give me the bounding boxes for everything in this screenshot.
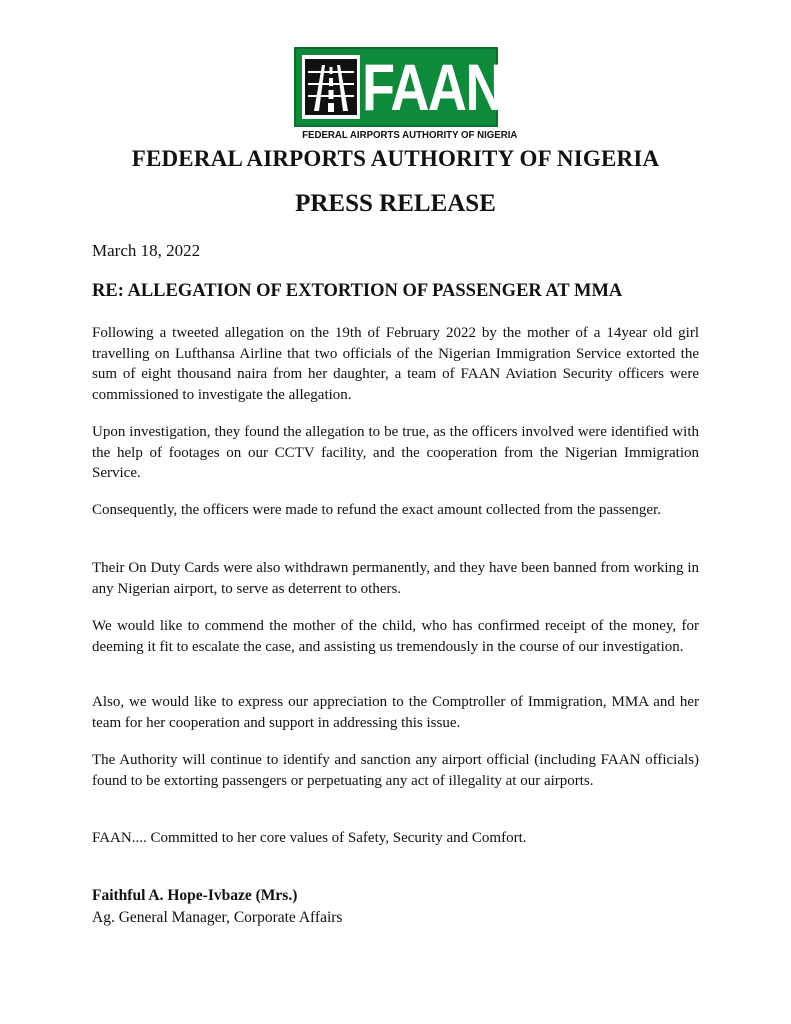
paragraph-6: Also, we would like to express our appreciation to the Comptroller of Immigration, MMA and her team for her cooperation and support in addressing this issue. — [92, 694, 699, 731]
logo-wordmark: FAAN — [362, 50, 503, 124]
paragraph-7: The Authority will continue to identify and sanction any airport official (including FAAN officials) found to be extorting passengers or perpetuating any act of illegality at our airports. — [92, 752, 699, 789]
paragraph-4: Their On Duty Cards were also withdrawn permanently, and they have been banned from working in any Nigerian airport, to serve as deterrent to others. — [92, 560, 699, 597]
paragraph-3: Consequently, the officers were made to refund the exact amount collected from the passenger. — [92, 502, 661, 518]
logo-box — [294, 47, 503, 127]
signatory-title: Ag. General Manager, Corporate Affairs — [92, 909, 343, 926]
paragraph-1: Following a tweeted allegation on the 19th of February 2022 by the mother of a 14year old girl travelling on Lufthansa Airline that two officials of the Nigerian Immigration Service extorted the sum of eight thousand naira from her daughter, a team of FAAN Aviation Security officers were commissioned to investigate the allegation. — [92, 325, 699, 403]
paragraph-8: FAAN.... Committed to her core values of Safety, Security and Comfort. — [92, 830, 527, 846]
paragraph-2: Upon investigation, they found the allegation to be true, as the officers involved were identified with the help of footages on our CCTV facility, and the cooperation from the Nigerian Immigration Service. — [92, 424, 699, 481]
paragraph-5: We would like to commend the mother of the child, who has confirmed receipt of the money, for deeming it fit to escalate the case, and assisting us tremendously in the course of our investigation. — [92, 618, 699, 655]
faan-logo — [294, 47, 518, 141]
organization-title: FEDERAL AIRPORTS AUTHORITY OF NIGERIA — [131, 146, 660, 171]
logo-subtitle: FEDERAL AIRPORTS AUTHORITY OF NIGERIA — [302, 129, 518, 141]
press-release-title: PRESS RELEASE — [295, 190, 496, 217]
runway-icon — [302, 55, 360, 119]
release-date: March 18, 2022 — [92, 241, 201, 260]
signatory-name: Faithful A. Hope-Ivbaze (Mrs.) — [92, 887, 298, 904]
subject-heading: RE: ALLEGATION OF EXTORTION OF PASSENGER AT MMA — [92, 281, 623, 301]
